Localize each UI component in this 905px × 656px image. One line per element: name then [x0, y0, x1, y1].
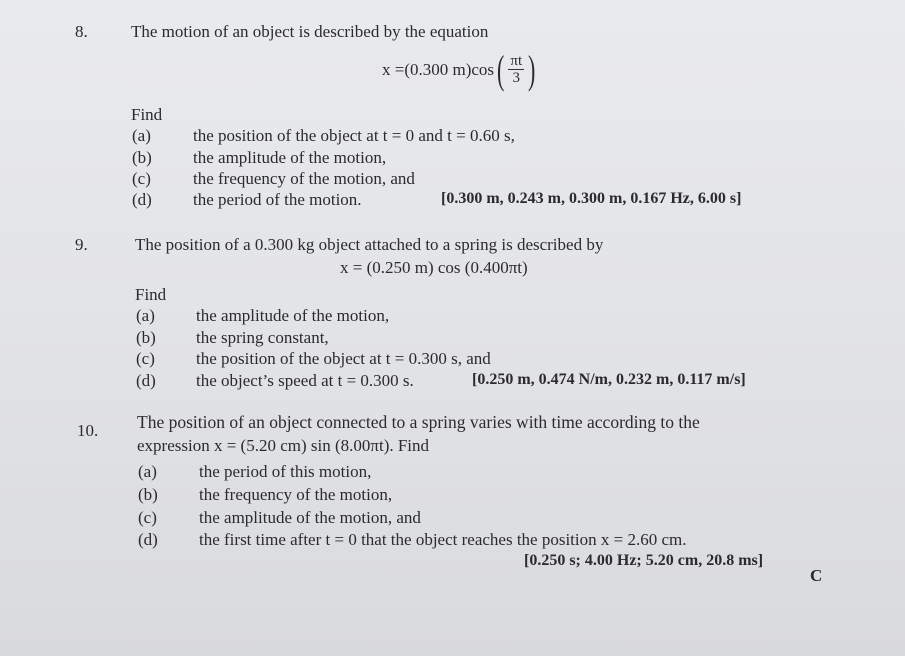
equation-function: cos	[471, 60, 495, 79]
part-text: the frequency of the motion,	[199, 485, 393, 504]
problem-number: 8.	[75, 22, 88, 41]
part-letter: (d)	[136, 371, 156, 390]
part-text: the period of this motion,	[199, 462, 372, 481]
part-text: the amplitude of the motion,	[193, 148, 387, 167]
part-letter: (c)	[136, 349, 155, 368]
part-text: the period of the motion.	[193, 190, 362, 209]
part-letter: (a)	[136, 306, 155, 325]
part-text: the amplitude of the motion, and	[199, 508, 421, 527]
equation: x = (0.250 m) cos (0.400πt)	[340, 258, 528, 277]
problem-statement: The position of a 0.300 kg object attached to a spring is described by	[135, 235, 604, 254]
part-text: the position of the object at t = 0 and t = 0.60 s,	[193, 126, 515, 145]
part-text: the object’s speed at t = 0.300 s.	[196, 371, 414, 390]
problem-number: 9.	[75, 235, 88, 254]
part-letter: (c)	[132, 169, 151, 188]
fraction	[508, 53, 524, 87]
part-text: the spring constant,	[196, 328, 329, 347]
fraction-numerator: πt	[510, 53, 523, 69]
answer-key: [0.250 s; 4.00 Hz; 5.20 cm, 20.8 ms]	[524, 552, 764, 569]
find-label: Find	[131, 105, 163, 124]
part-letter: (d)	[132, 190, 152, 209]
equation	[382, 48, 538, 92]
problem-number: 10.	[77, 421, 99, 440]
left-paren: (	[497, 47, 505, 92]
problem-statement-continued: expression x = (5.20 cm) sin (8.00πt). Find	[137, 436, 430, 455]
part-letter: (b)	[136, 328, 156, 347]
part-text: the frequency of the motion, and	[193, 169, 415, 188]
part-letter: (c)	[138, 508, 157, 527]
right-paren: )	[528, 47, 536, 92]
footer-mark: C	[810, 566, 823, 585]
part-letter: (a)	[138, 462, 157, 481]
find-label: Find	[135, 285, 167, 304]
problem-statement: The position of an object connected to a spring varies with time according to the	[137, 412, 700, 432]
part-letter: (b)	[132, 148, 152, 167]
part-text: the position of the object at t = 0.300 s, and	[196, 349, 491, 368]
answer-key: [0.250 m, 0.474 N/m, 0.232 m, 0.117 m/s]	[472, 371, 746, 388]
part-text: the first time after t = 0 that the object reaches the position x = 2.60 cm.	[199, 530, 687, 549]
answer-key: [0.300 m, 0.243 m, 0.300 m, 0.167 Hz, 6.00 s]	[441, 190, 742, 207]
equation-amplitude: (0.300 m)	[404, 60, 472, 79]
fraction-denominator: 3	[512, 70, 521, 86]
part-letter: (b)	[138, 485, 158, 504]
part-letter: (d)	[138, 530, 158, 549]
equation-lhs: x =	[382, 60, 405, 79]
part-letter: (a)	[132, 126, 151, 145]
problem-statement: The motion of an object is described by the equation	[131, 22, 489, 41]
part-text: the amplitude of the motion,	[196, 306, 390, 325]
